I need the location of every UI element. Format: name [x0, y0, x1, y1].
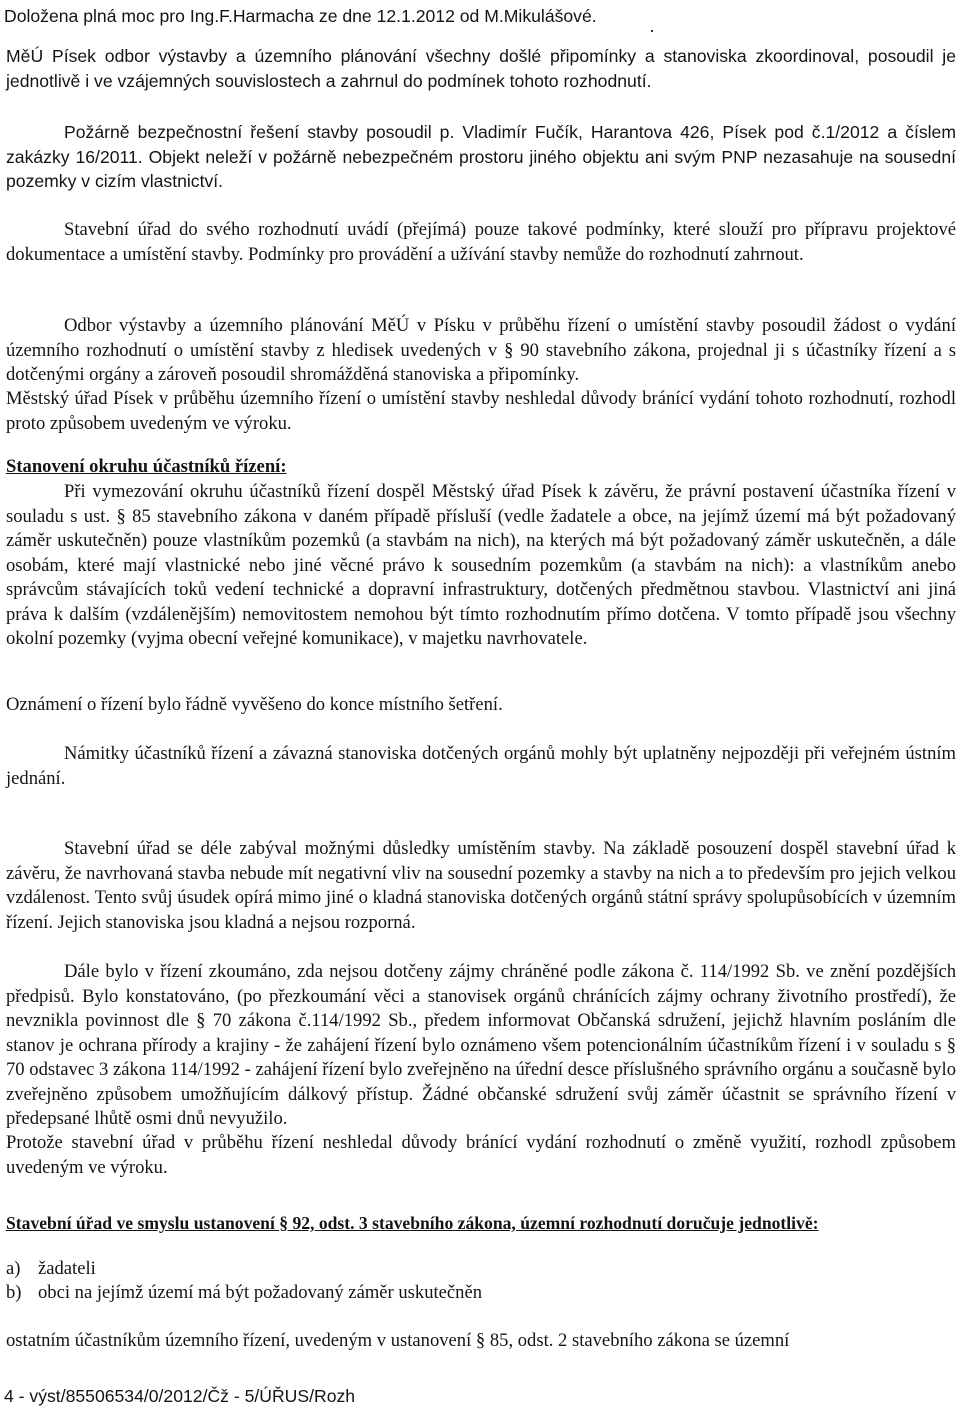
paragraph-fire-safety: Požárně bezpečnostní řešení stavby posoudil p. Vladimír Fučík, Harantova 426, Písek pod č.1/2012 a číslem zakázky 16/2011. Objekt neleží v požárně nebezpečném prostoru jiného objektu ani svým PNP nezasahuje na sousední pozemky v cizím vlastnictví. [6, 122, 956, 191]
paragraph-notice: Oznámení o řízení bylo řádně vyvěšeno do konce místního šetření. [6, 694, 503, 715]
scan-speck [651, 30, 653, 32]
list-item [6, 1281, 482, 1305]
list-item [6, 1257, 96, 1281]
paragraph-assessment: Odbor výstavby a územního plánování MěÚ v Písku v průběhu řízení o umístění stavby posoudil žádost o vydání územního rozhodnutí o umístění stavby z hledisek uvedených v § 90 stavebního zákona, projednal ji s účastníky řízení a s dotčenými orgány a zároveň posoudil shromážděná stanoviska a připomínky. [6, 315, 956, 385]
list-marker: a) [6, 1258, 21, 1279]
paragraph-participants: Při vymezování okruhu účastníků řízení dospěl Městský úřad Písek k závěru, že právní postavení účastníka řízení v souladu s ust. § 85 stavebního zákona v daném případě přísluší (vedle žadatele a obce, na jejímž území má být požadovaný záměr uskutečněn) pouze vlastníkům pozemků (a stavbám na nich), na kterých má být požadovaný záměr uskutečněn, a dále osobám, které mají vlastnické nebo jiné věcné právo k sousedním pozemkům (a stavbám na nich): a vlastníkům anebo správcům stávajících toků vedení technické a dopravní infrastruktury, dotčených předmětnou stavbou. Vlastnictví ani jiná práva k dalším (vzdálenějším) nemovitostem nemohou být tímto rozhodnutím přímo dotčena. V tomto případě jsou všechny okolní pozemky (vyjma obecní veřejné komunikace), v majetku navrhovatele. [6, 481, 956, 649]
paragraph-conditions: Stavební úřad do svého rozhodnutí uvádí (přejímá) pouze takové podmínky, které slouží pro přípravu projektové dokumentace a umístění stavby. Podmínky pro provádění a užívání stavby nemůže do rozhodnutí zahrnout. [6, 219, 956, 265]
heading-participants: Stanovení okruhu účastníků řízení: [6, 456, 287, 477]
paragraph-consequences: Stavební úřad se déle zabýval možnými důsledky umístěním stavby. Na základě posouzení dospěl stavební úřad k závěru, že navrhovaná stavba nebude mít negativní vliv na sousední pozemky a stavby na nich a to především pro jejich velkou vzdálenost. Tento svůj úsudek opírá mimo jiné o kladná stanoviska dotčených orgánů státní správy spolupůsobících v územním řízení. Jejich stanoviska jsou kladná a nejsou rozporná. [6, 838, 956, 933]
list-marker: b) [6, 1282, 22, 1303]
paragraph-decision: Městský úřad Písek v průběhu územního řízení o umístění stavby neshledal důvody bránící vydání tohoto rozhodnutí, rozhodl proto způsobem uvedeným ve výroku. [6, 388, 956, 434]
list-text: obci na jejímž území má být požadovaný záměr uskutečněn [38, 1282, 483, 1303]
footer-reference: 4 - výst/85506534/0/2012/Čž - 5/ÚŘUS/Rozh [4, 1386, 356, 1406]
paragraph-other-participants: ostatním účastníkům územního řízení, uvedeným v ustanovení § 85, odst. 2 stavebního zákona se územní [6, 1330, 790, 1351]
paragraph-objections: Námitky účastníků řízení a závazná stanoviska dotčených orgánů mohly být uplatněny nejpozději při veřejném ústním jednání. [6, 743, 956, 789]
list-text: žadateli [38, 1258, 96, 1279]
paragraph-conclusion: Protože stavební úřad v průběhu řízení neshledal důvody bránící vydání rozhodnutí o změně využití, rozhodl způsobem uvedeným ve výroku. [6, 1132, 956, 1178]
paragraph-coordination: MěÚ Písek odbor výstavby a územního plánování všechny došlé připomínky a stanoviska zkoordinoval, posoudil je jednotlivě i ve vzájemných souvislostech a zahrnul do podmínek tohoto rozhodnutí. [6, 46, 956, 91]
heading-delivery: Stavební úřad ve smyslu ustanovení § 92, odst. 3 stavebního zákona, územní rozhodnutí doručuje jednotlivě: [6, 1213, 819, 1233]
paragraph-nature-protection: Dále bylo v řízení zkoumáno, zda nejsou dotčeny zájmy chráněné podle zákona č. 114/1992 Sb. ve znění pozdějších předpisů. Bylo konstatováno, (po přezkoumání věci a stanovisek orgánů chránících zájmy ochrany životního prostředí), že nevznikla povinnost dle § 70 zákona č.114/1992 Sb., předem informovat Občanská sdružení, jejichž hlavním posláním dle stanov je ochrana přírody a krajiny - že zahájení řízení bylo oznámeno všem potencionálním účastníkům řízení i v souladu s § 70 odstavec 3 zákona 114/1992 - zahájení řízení bylo zveřejněno na úřední desce příslušného správního orgánu a současně bylo zveřejněno způsobem umožňujícím dálkový přístup. Žádné občanské sdružení svůj záměr účastnit se správního řízení v předepsané lhůtě osmi dnů nevyužilo. [6, 961, 956, 1129]
header-note: Doložena plná moc pro Ing.F.Harmacha ze dne 12.1.2012 od M.Mikulášové. [4, 6, 597, 26]
